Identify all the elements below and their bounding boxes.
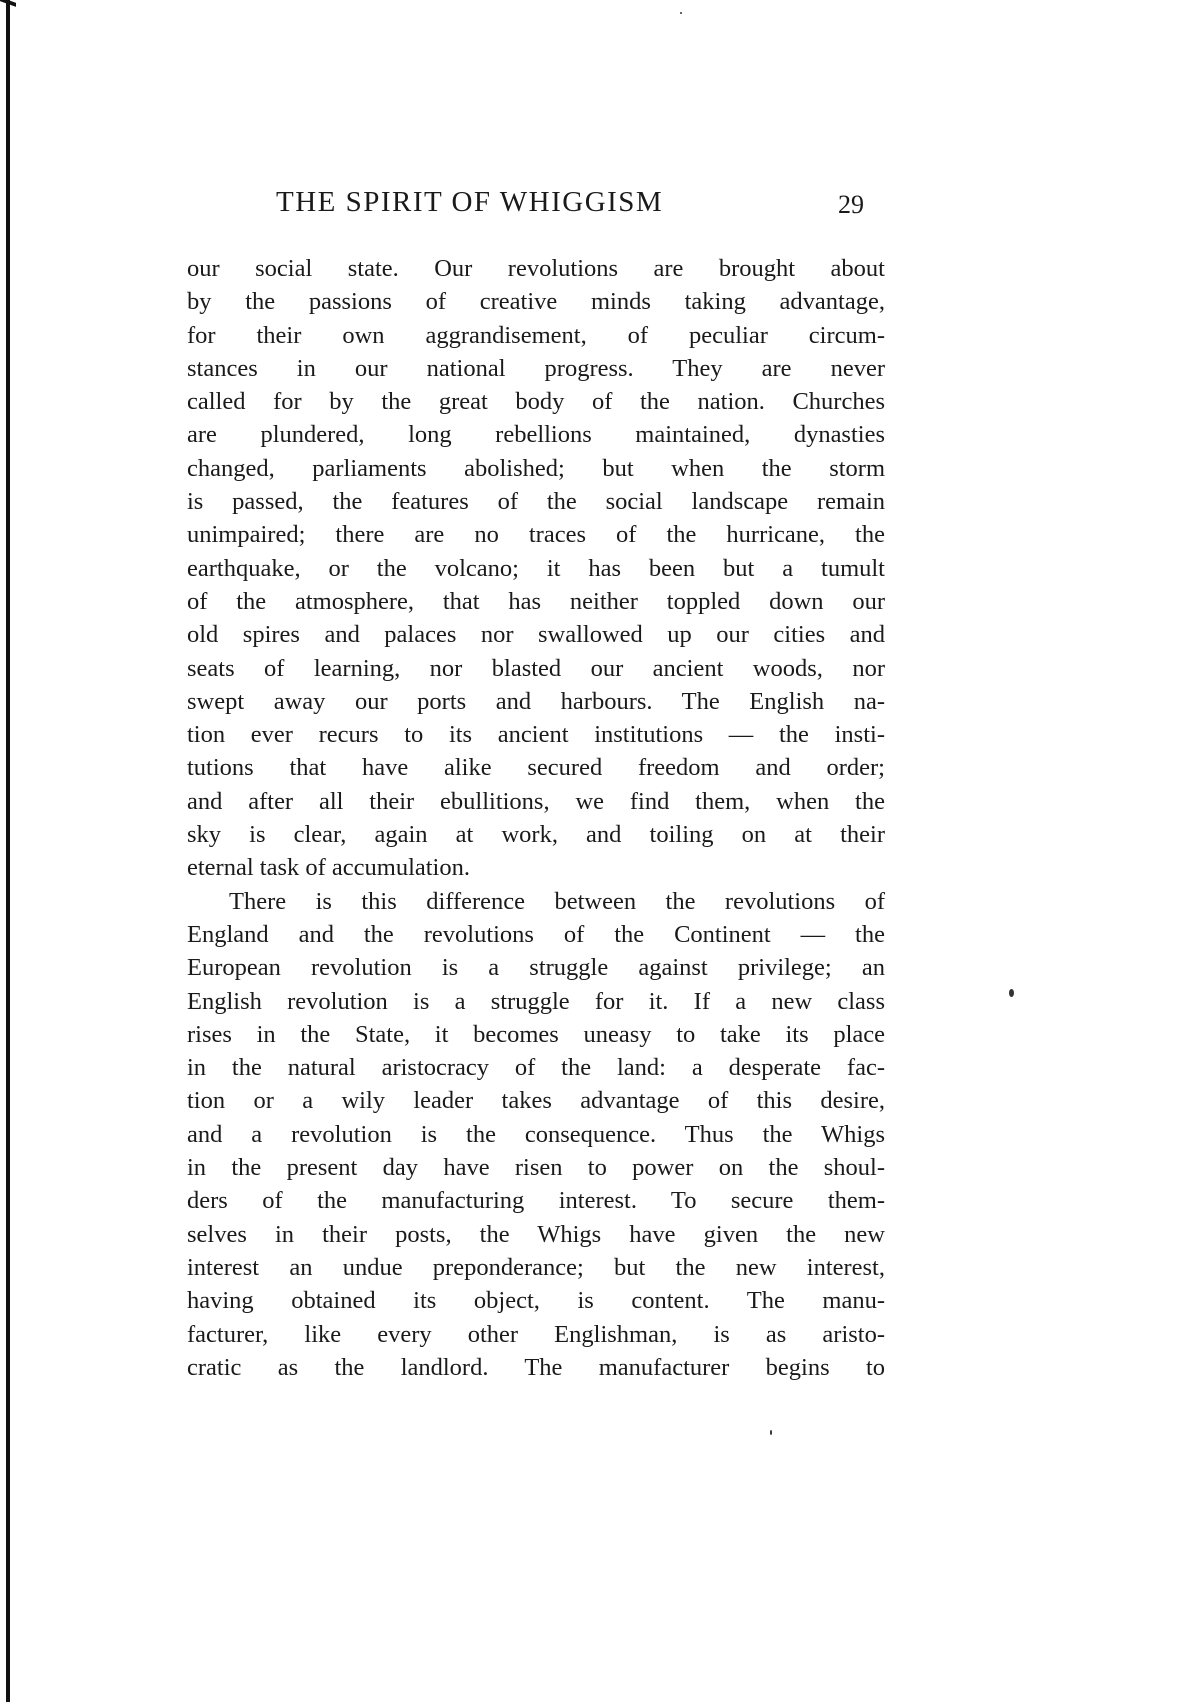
text-line: seats of learning, nor blasted our ancient woods, nor [187, 654, 885, 682]
text-line: old spires and palaces nor swallowed up our cities and [187, 621, 885, 649]
text-line: are plundered, long rebellions maintained, dynasties [187, 421, 885, 449]
text-line: tion ever recurs to its ancient institutions — the insti- [187, 721, 885, 749]
text-line: in the present day have risen to power on the shoul- [187, 1154, 885, 1182]
text-line: There is this difference between the revolutions of [229, 887, 885, 915]
page-number: 29 [838, 190, 864, 219]
text-line: for their own aggrandisement, of peculiar circum- [187, 321, 885, 349]
text-line: stances in our national progress. They are never [187, 354, 885, 382]
text-line: our social state. Our revolutions are brought about [187, 255, 885, 282]
text-line: rises in the State, it becomes uneasy to take its place [187, 1020, 885, 1048]
running-title: THE SPIRIT OF WHIGGISM [276, 186, 664, 218]
text-line: ders of the manufacturing interest. To secure them- [187, 1187, 885, 1215]
text-line: tion or a wily leader takes advantage of this desire, [187, 1087, 885, 1115]
text-line: English revolution is a struggle for it. If a new class [187, 987, 885, 1015]
text-line: in the natural aristocracy of the land: a desperate fac- [187, 1054, 885, 1082]
text-line: earthquake, or the volcano; it has been but a tumult [187, 554, 885, 582]
ink-speck [770, 1430, 772, 1435]
text-line: England and the revolutions of the Continent — the [187, 920, 885, 948]
body-text [187, 252, 885, 1384]
text-line: sky is clear, again at work, and toiling on at their [187, 821, 885, 849]
text-line: by the passions of creative minds taking advantage, [187, 288, 885, 316]
text-line: called for by the great body of the nation. Churches [187, 388, 885, 416]
text-line: of the atmosphere, that has neither toppled down our [187, 587, 885, 615]
text-line: facturer, like every other Englishman, is as aristo- [187, 1320, 885, 1348]
page-header [276, 186, 876, 226]
ink-speck [680, 12, 682, 14]
book-binding-edge [6, 0, 10, 1702]
text-line: cratic as the landlord. The manufacturer begins to [187, 1353, 885, 1381]
text-line: European revolution is a struggle against privilege; an [187, 954, 885, 982]
text-line: interest an undue preponderance; but the new interest, [187, 1253, 885, 1281]
text-line: changed, parliaments abolished; but when the storm [187, 454, 885, 482]
text-line: and after all their ebullitions, we find them, when the [187, 787, 885, 815]
text-line: having obtained its object, is content. The manu- [187, 1287, 885, 1315]
text-line: tutions that have alike secured freedom and order; [187, 754, 885, 782]
text-line: swept away our ports and harbours. The English na- [187, 687, 885, 715]
text-line: eternal task of accumulation. [187, 854, 470, 882]
text-line: and a revolution is the consequence. Thus the Whigs [187, 1120, 885, 1148]
text-line: selves in their posts, the Whigs have given the new [187, 1220, 885, 1248]
ink-speck [1009, 989, 1014, 997]
text-line: is passed, the features of the social landscape remain [187, 488, 885, 516]
text-line: unimpaired; there are no traces of the hurricane, the [187, 521, 885, 549]
